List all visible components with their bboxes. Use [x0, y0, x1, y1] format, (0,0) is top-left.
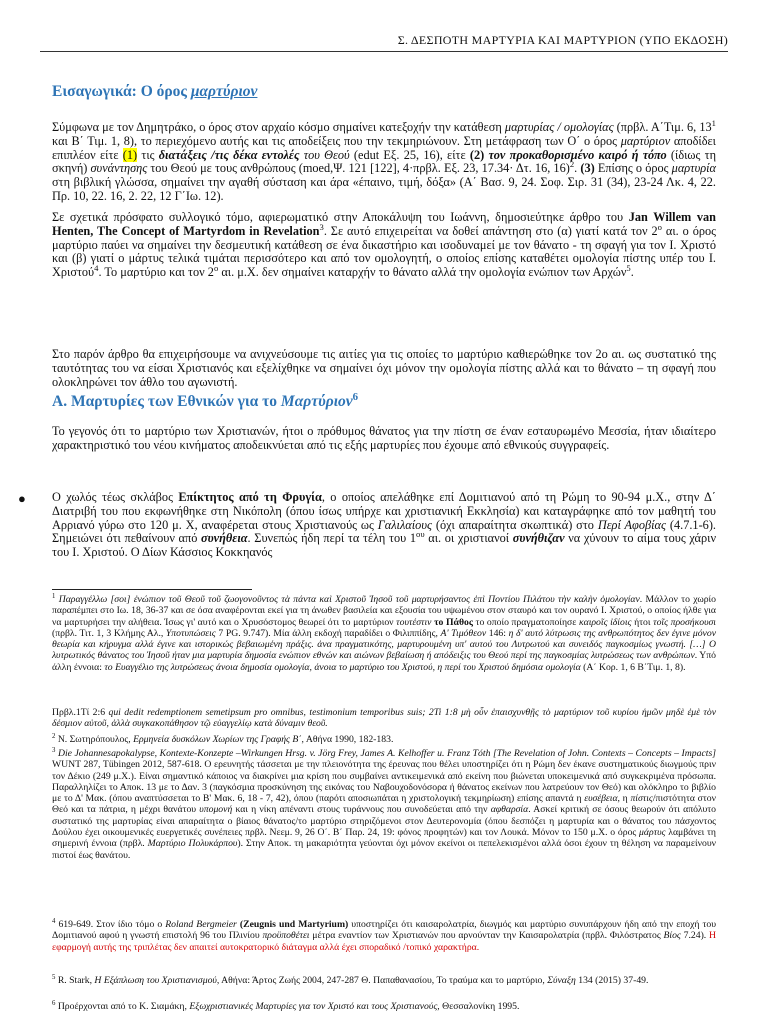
- text-run: του Θεού: [303, 147, 350, 162]
- footnote-separator: [52, 589, 252, 590]
- text-run: qui dedit redemptionem semetipsum pro omnibus, testimonium temporibus suis; 2Ti 1:8 μὴ οὖν ἐπαισχυνθῇς τὸ μαρτύριον τοῦ κυρίου ἡμῶν μηδὲ ἐμὲ τὸν δέσμιον αὐτοῦ, ἀλλὰ συγκακοπάθησον τῷ εὐαγγελίῳ κατὰ δύναμιν θεοῦ.: [52, 707, 717, 730]
- text-run: τις: [137, 147, 159, 162]
- text-run: , η: [617, 793, 631, 805]
- text-run: . Το μαρτύριο και τον 2: [98, 265, 214, 280]
- footnote-5: [52, 975, 716, 986]
- text-run: αι. μ.Χ. δεν σημαίνει καταρχήν το θάνατο αλλά την ομολογία ενώπιον των Αρχών: [218, 265, 627, 280]
- text-run: τουτέστιν: [396, 616, 432, 628]
- text-run: μέτρα εναντίον των Χριστιανών που αρνούνταν την Καισαρολατρία (πρβλ. Φιλόστρατος: [309, 930, 664, 942]
- text-run: Σύναξη: [547, 975, 576, 986]
- text-run: η δ' αυτό λύτρωσις της ανθρωπότητος δεν έγινε μόνον θεωρία και κήρυγμα αλλά έγινε και ιστορικώς βεβαιωμένη πράξις. ἀνα πραγματικότης, μαρτυρουμένη υπ' αυτού του Λυτρωτού και συνειδός παγκοσμίως γνωστή. […] Ο λυτρωτικός θάνατος του Ἰησοῦ ήταν μια μαρτυρία δημοσία ενώπιον εθνών και αιώνων βεβαίωση ή απόδειξις του Θεού περί της παγκοσμίας λυτρώσεως των ανθρώπων: [52, 627, 717, 662]
- text-run: πίστις: [630, 793, 653, 805]
- text-run: αφθαρσία: [490, 804, 529, 816]
- footnote-number: 1: [52, 592, 56, 600]
- text-run: Προέρχονται από το Κ. Σιαμάκη,: [55, 1001, 190, 1012]
- footnote-ref-6[interactable]: 6: [352, 390, 359, 403]
- footnote-ref-1[interactable]: 1: [711, 117, 716, 128]
- text-run: 7.24).: [680, 930, 709, 942]
- text-run: συνάντησης: [90, 161, 148, 176]
- text-run: λαμβάνει τη σημερινή έννοια (πρβλ.: [52, 827, 716, 850]
- text-run: Ο χωλός τέως σκλάβος: [52, 490, 179, 504]
- paragraph-3: Στο παρόν άρθρο θα επιχειρήσουμε να ανιχνεύσουμε τις αιτίες για τις οποίες το μαρτύριο καθιερώθηκε τον 2ο αι. ως συστατικό της ταυτότητας του να είσαι Χριστιανός και εξελίχθηκε να σημαίνει όχι μόνον την ομολογία πίστης αλλά και το θάνατο – τη σφαγή που ολοκληρώνει τον άθλο του αγωνιστή.: [52, 347, 716, 389]
- bullet-icon: ●: [18, 491, 26, 506]
- paragraph-2: [52, 211, 716, 280]
- text-run: ήτοι: [631, 616, 654, 628]
- text-run: (Α΄ Κορ. 1, 6 Β΄Τιμ. 1, 8).: [580, 661, 686, 673]
- heading-prefix: Εισαγωγικά: Ο όρος: [52, 83, 191, 100]
- text-run: Ερμηνεία δυσκόλων Χωρίων της Γραφής Β΄: [133, 734, 302, 745]
- text-run: Σύμφωνα με τον Δημητράκο, ο όρος στον αρχαίο κόσμο σημαίνει κατεξοχήν την κατάθεση: [52, 120, 505, 134]
- text-run: (Zeugnis und Martyrium): [239, 919, 349, 930]
- footnote-number: 4: [52, 917, 56, 925]
- text-run: Γαλιλαίους: [377, 517, 432, 532]
- text-run: R. Stark,: [55, 975, 95, 986]
- text-run: . Σε αυτό επιχειρείται να δοθεί απάντηση στο (α) γιατί κατά τον 2: [323, 223, 658, 238]
- text-run: διατάξεις /τις δέκα εντολές: [158, 147, 300, 162]
- text-run: Σε σχετικά πρόσφατο συλλογικό τόμο, αφιερωματικό στην Αποκάλυψη του Ιωάννη, δημοσιεύτηκε άρθρο του: [52, 210, 629, 224]
- section-heading-intro: [52, 83, 257, 101]
- text-run: συνήθιζαν: [512, 531, 565, 546]
- text-run: . Συνεπώς ήδη περί τα τέλη του 1: [247, 531, 417, 546]
- footnote-4: [52, 919, 716, 953]
- heading-term: Μαρτύριον: [280, 393, 353, 410]
- paragraph-1: [52, 117, 717, 204]
- text-run: (4.7.1-6). Σημειώνει ότι πεθαίνουν από: [52, 517, 716, 546]
- text-run: και Β΄ Τιμ. 1, 8), το περιεχόμενο αυτής και τις αποδείξεις που την τεκμηριώνουν. Στη μετάφραση των Ο΄ ο όρος: [52, 133, 621, 148]
- footnote-1-continued: [52, 707, 716, 730]
- footnote-ref-3[interactable]: 3: [319, 221, 324, 232]
- text-run: Roland Bergmeier: [165, 919, 237, 930]
- text-run: το Πάθος: [434, 616, 473, 628]
- running-header: Σ. ΔΕΣΠΟΤΗ ΜΑΡΤΥΡΙΑ ΚΑΙ ΜΑΡΤΥΡΙΟΝ (ΥΠΟ ΕΚΔΟΣΗ): [397, 33, 728, 47]
- text-run: Επίκτητος από τη Φρυγία: [178, 490, 322, 504]
- text-run: Βίος: [663, 930, 681, 942]
- text-run: , Θεσσαλονίκη 1995.: [437, 1001, 520, 1012]
- text-run: Η Εξάπλωση του Χριστιανισμού: [94, 975, 217, 986]
- footnote-number: 2: [52, 732, 56, 740]
- text-run: Ν. Σωτηρόπουλος,: [55, 734, 134, 745]
- text-run: (ίδιως τη σκηνή): [52, 147, 717, 176]
- text-run: . Υπό άλλη έννοια:: [52, 650, 717, 673]
- heading-term: μαρτύριον: [190, 83, 258, 100]
- text-run: να χύνουν το αίμα τους χάριν του Ι. Χριστού. Ο Δίων Κάσσιος Κοκκηανός: [52, 531, 717, 560]
- article-title: Jan Willem van Henten, The Concept of Martyrdom in Revelation: [52, 210, 717, 238]
- text-run: Πρβλ.1Τί 2:6: [52, 707, 109, 718]
- text-run: Α' Τιμόθεον: [440, 627, 487, 639]
- footnote-number: 3: [52, 746, 56, 754]
- text-run: Μαρτύριο Πολυκάρπου: [147, 838, 238, 850]
- section-heading-a: [52, 390, 359, 411]
- text-run: (edut Εξ. 25, 16), είτε: [349, 147, 470, 162]
- text-run: ευσέβεια: [584, 793, 618, 805]
- text-run: 134 (2015) 37-49.: [575, 975, 649, 986]
- footnote-number: 6: [52, 999, 56, 1007]
- text-run: καιροῖς ἰδίοις: [578, 616, 632, 628]
- footnote-3: [52, 748, 716, 861]
- text-run: το οποίο πραγματοποίησε: [472, 616, 579, 628]
- text-run: 146:: [486, 627, 509, 639]
- footnote-ref-4[interactable]: 4: [94, 263, 99, 274]
- text-run: Υποτυπώσεις: [165, 627, 216, 639]
- text-run: ο: [657, 221, 662, 232]
- text-run: αι. οι χριστιανοί: [424, 531, 513, 546]
- footnote-ref-5[interactable]: 5: [626, 263, 631, 274]
- footnote-2: [52, 734, 716, 745]
- paragraph-4: Το γεγονός ότι το μαρτύριο των Χριστιανών, ήτοι ο πρόθυμος θάνατος για την πίστη σε έναν εσταυρωμένο Μεσσία, ήταν ιδιαίτερο χαρακτηριστικό του νέου κινήματος αποδεικνύεται από τις εξής μαρτυρίες που έχουμε από εθνικούς συγγραφείς.: [52, 424, 716, 452]
- text-run: 619-649. Στον ίδιο τόμο ο: [55, 919, 166, 930]
- footnote-6: [52, 1001, 716, 1012]
- text-run: υποστηρίζει ότι καισαρολατρία, διωγμός και μαρτύριο συνυπάρχουν ήδη από την εποχή του Δομιτιανού αφού η γνωστή επιστολή 96 του Πλινίου: [52, 919, 717, 942]
- text-run: του Θεού με τους ανθρώπους (moed,Ψ. 121 [122], 4·πρβλ. Εξ. 23, 17.34· Δτ. 16, 16): [147, 161, 570, 176]
- text-run: μαρτυρίας / ομολογίας: [504, 120, 614, 134]
- footnote-1: [52, 594, 716, 673]
- text-run: μάρτυς: [639, 827, 666, 839]
- text-run: Die Johannesapokalypse, Kontexte-Konzepte –Wirkungen Hrsg. v. Jörg Frey, James A. Kelhoffer u. Franz Tóth [The Revelation of John. Contexts – Concepts – Impacts]: [55, 748, 716, 759]
- text-run: μαρτυρία: [671, 161, 716, 176]
- text-run: Εξωχριστιανικές Μαρτυρίες για τον Χριστό και τους Χριστιανούς: [189, 1001, 438, 1012]
- text-run: , ο οποίος απελάθηκε επί Δομιτιανού από τη Ρώμη το 90-94 μ.Χ., στην Δ΄ Διατριβή του που εκφωνήθηκε στη Νικόπολη (όπου ίσως υπήρχε και χριστιανική Εκκλησία) και καταγράφηκε από τον μαθητή του Αρριανό γύρω στο 120 μ. Χ, αναφέρεται στους Χριστιανούς ως: [52, 490, 717, 532]
- footnote-number: 5: [52, 973, 56, 981]
- text-run: αποδίδει επιπλέον είτε: [52, 133, 716, 162]
- footnote-ref-2[interactable]: 2: [569, 159, 575, 170]
- text-run: , Αθήνα: Άρτος Ζωής 2004, 247-287 Θ. Παπαθανασίου, Το τραύμα και το μαρτύριο,: [216, 975, 548, 986]
- text-run: αι. ο όρος μαρτύριο παύει να σημαίνει την δεσμευτική κατάθεση σε ένα δικαστήριο και ισοδυναμεί με τον θάνατο - τη σφαγή για τον Ι. Χριστό και (β) γιατί ο μάρτυς τελικά τιμάται περισσότερο και από τον ομολογητή, ο οποίος επίσης καταθέτει ομολογία πίστης υπέρ του Ι. Χριστού: [52, 223, 717, 280]
- text-run: ου: [416, 529, 425, 540]
- text-run: ο: [213, 263, 219, 274]
- text-run: μαρτύριον: [620, 133, 671, 148]
- text-run: Περί Αφοβίας: [597, 517, 666, 532]
- text-run: και η νίκη απέναντι στους τυράννους που συνοδεύεται από την: [232, 804, 491, 816]
- text-run: Παραγγέλλω [σοι] ἐνώπιον τοῦ Θεοῦ τοῦ ζωογονοῦντος τὰ πάντα καὶ Χριστοῦ Ἰησοῦ τοῦ μαρτυρήσαντος ἐπὶ Ποντίου Πιλάτου τὴν καλὴν ὁμολογίαν: [55, 594, 640, 605]
- text-run: WUNT 287, Tübingen 2012, 587-618. Ο ερευνητής τάσσεται με την πλειονότητα της έρευνας που θέλει υποστηρίζει ότι η Ρώμη δεν έκανε συστηματικούς διωγμούς πριν τον Δέκιο (249 μ.Χ.). Είναι σημαντικό κάποιος να διακρίνει μια κρίση που συμβαίνει αντικειμενικά από εκείνη που βιώνεται υποκειμενικά από συγκεκριμένα πρόσωπα. Παραλληλίζει το Αποκ. 13 με το Δαν. 3 (παγκόσμια προσκύνηση της εικόνας του Ναβουχοδονόσορα ή θάνατος εκείνων που λατρεύουν τον Θεό) και ολόκληρο το βιβλίο με το Δ' Μακ. (όπου αναπτύσσεται το Β' Μακ. 6, 18 - 7, 42), όπου (παρότι αποσιωπάται η χριστολογική τεκμηρίωση) επίσης απαντά η: [52, 759, 716, 805]
- text-run: /πιστότητα στον Θεό και τα πάτρια, η μέχρι θανάτου: [52, 793, 716, 816]
- text-run: .: [574, 161, 581, 176]
- text-run: το Ευαγγέλιο της λυτρώσεως άνοια δημοσία ομολογία, άνοια το μαρτύριο του Χριστού, η περί του Χριστού δημόσια ομολογία: [104, 661, 581, 673]
- text-run: . Ασκεί κριτική σε όσους θεωρούν ότι απόλυτο συστατικό της μαρτυρίας είναι απαραίτητα ο βίαιος θάνατος/το μαρτύριο στηριζόμενοι στον Δευτερονομία (όπου δεσπόζει η μαρτυρία και ο θάνατος του πάσχοντος Δούλου έχει οικουμενικές ευεργετικές συνέπειες πρβλ. Νεεμ. 9, 26 Ο΄. Β΄ Παρ. 24, 19: φόνος προφητών) και τον Λουκά. Μόνον το 150 μ.Χ. ο όρος: [52, 804, 716, 839]
- text-run: (2): [469, 147, 485, 162]
- text-run: 7 PG. 9.747). Μία άλλη εκδοχή παραδίδει ο Φιλιππίδης,: [215, 627, 441, 639]
- text-run: τοῖς προσήκουσι: [653, 616, 716, 628]
- text-run: υπομονή: [199, 804, 233, 816]
- text-run: . Μάλλον το χωρίο παραπέμπει στο Ιω. 18, 36-37 και σε όσα αναφέρονται εκεί για τη άνωθεν βασιλεία και εξουσία του υψωμένου στον σταυρό και τον ουρανό Ι. Χριστού, ο οποίος ήλθε για να μαρτυρήσει την αλήθεια. Ίσως γι' αυτό και ο Χρυσόστομος θεωρεί ότι το μαρτύριον: [52, 594, 716, 628]
- text-run: προϋποθέτει: [262, 930, 310, 942]
- highlighted-number: (1): [122, 147, 138, 162]
- highlighted-red-text: Η εφαρμογή αυτής της τριπλέτας δεν απαιτεί αυτοκρατορικό διάταγμα αλλά έχει σποραδικό /τοπικό χαρακτήρα.: [52, 930, 716, 953]
- header-rule: [40, 51, 728, 52]
- text-run: (πρβλ. Τιτ. 1, 3 Κλήμης Αλ.,: [52, 627, 166, 639]
- text-run: στη βιβλική γλώσσα, σημαίνει την αγαθή σύσταση και άρα «έπαινο, τιμή, δόξα» (Α΄ Βασ. 9, 24. Σοφ. Σιρ. 31 (34), 23-24 Λκ. 4, 22. Πρ. 10, 22. 16, 2. 22, 12 Γ΄Ιω. 12).: [52, 175, 716, 203]
- text-run: .: [630, 265, 634, 280]
- text-run: (3): [580, 161, 595, 176]
- text-run: (όχι απαραίτητα σκωπτικά) στο: [431, 517, 598, 532]
- text-run: συνήθεια: [201, 531, 248, 546]
- text-run: τον προκαθορισμένο καιρό ή τόπο: [488, 147, 667, 162]
- text-run: , Αθήνα 1990, 182-183.: [301, 734, 394, 745]
- paragraph-5: [52, 491, 716, 560]
- text-run: (πρβλ. Α΄Τιμ. 6, 13: [613, 120, 712, 134]
- text-run: Επίσης ο όρος: [594, 161, 672, 176]
- heading-prefix: Α. Μαρτυρίες των Εθνικών για το: [52, 393, 281, 410]
- text-run: ). Στην Αποκ. τη μακαριότητα γεύονται όχι μόνον εκείνοι οι πεπελεκισμένοι αλλά όσοι έχουν τη θέληση να παραμείνουν πιστοί έως θανάτου.: [52, 838, 716, 861]
